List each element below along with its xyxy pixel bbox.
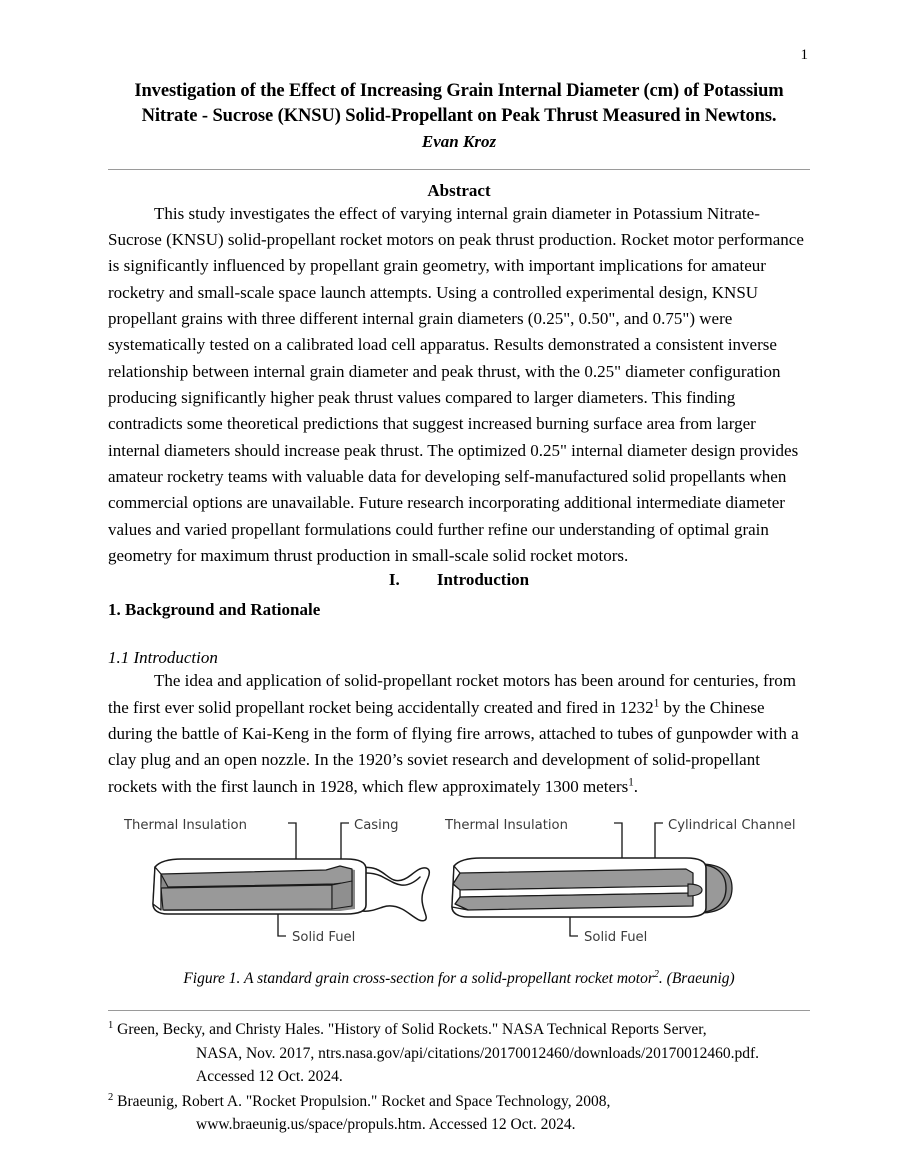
abstract-heading: Abstract — [427, 180, 491, 200]
author-name: Evan Kroz — [421, 131, 497, 151]
footnotes-section — [108, 1018, 810, 1137]
rocket-grain-cross-section-diagram — [108, 810, 810, 962]
footnote-ref-2: 1 — [628, 776, 634, 789]
page-content-column — [108, 0, 810, 1138]
label-right-solid-fuel: Solid Fuel — [584, 930, 648, 946]
footnote-item — [108, 1018, 810, 1089]
section-heading-introduction — [108, 570, 810, 590]
label-left-solid-fuel: Solid Fuel — [292, 930, 356, 946]
footnote-item — [108, 1090, 810, 1137]
intro-text-part-2: by the Chinese during the battle of Kai-Keng in the form of flying fire arrows, attached to tubes of gunpowder with a clay plug and an open nozzle. In the 1920’s soviet research and development of solid-propellant rockets with the first launch in 1928, which flew approximately 1300 meters — [108, 697, 799, 796]
intro-text-part-3: . — [633, 776, 639, 796]
right-motor-diagram — [444, 818, 795, 945]
page-number: 1 — [800, 47, 808, 63]
left-motor-diagram — [123, 818, 429, 945]
footnote-ref-1: 1 — [653, 697, 660, 710]
right-channel-nub — [688, 884, 702, 896]
page-title — [108, 79, 810, 129]
left-insulation-taper — [153, 867, 161, 910]
section-numeral: I. — [388, 570, 400, 590]
subsection-heading-background: 1. Background and Rationale — [108, 600, 321, 620]
label-right-cylindrical-channel: Cylindrical Channel — [668, 818, 796, 834]
intro-text-part-1: The idea and application of solid-propellant rocket motors has been around for centuries, from the first ever solid propellant rocket being accidentally created and fired in 1232 — [108, 671, 797, 717]
title-line-2: Nitrate - Sucrose (KNSU) Solid-Propellant on Peak Thrust Measured in Newtons. — [141, 105, 777, 126]
title-divider — [108, 169, 810, 170]
introduction-paragraph — [108, 668, 810, 800]
section-heading-label: Introduction — [436, 570, 530, 590]
label-right-thermal-insulation: Thermal Insulation — [445, 818, 568, 834]
left-fuel-end-block — [332, 881, 352, 909]
left-fuel-front-face — [161, 885, 332, 910]
abstract-body: This study investigates the effect of varying internal grain diameter in Potassium Nitrate-Sucrose (KNSU) solid-propellant rocket motors on peak thrust production. Rocket motor performance is significantly influenced by propellant grain geometry, with important implications for amateur rocketry and small-scale space launch attempts. Using a controlled experimental design, KNSU propellant grains with three different internal grain diameters (0.25", 0.50", and 0.75") were systematically tested on a calibrated load cell apparatus. Results demonstrated a consistent inverse relationship between internal grain diameter and peak thrust, with the 0.25" diameter configuration producing significantly higher peak thrust values compared to larger diameters. This finding contradicts some theoretical predictions that suggest increased burning surface area from larger internal diameters should increase peak thrust. The optimized 0.25" internal diameter design provides amateur rocketry teams with valuable data for developing self-manufactured solid propellants when commercial options are unavailable. Future research incorporating additional intermediate diameter values and varied propellant formulations could further refine our understanding of optimal grain geometry for maximum thrust production in small-scale solid rocket motors. — [108, 203, 804, 566]
footnote-line-1: Braeunig, Robert A. "Rocket Propulsion." Rocket and Space Technology, 2008, — [117, 1092, 611, 1110]
footnote-line-2: NASA, Nov. 2017, ntrs.nasa.gov/api/citations/20170012460/downloads/20170012460.pdf. — [196, 1044, 759, 1062]
figure-1 — [108, 810, 810, 962]
subsection-heading-intro: 1.1 Introduction — [108, 648, 218, 668]
title-line-1: Investigation of the Effect of Increasing Grain Internal Diameter (cm) of Potassium — [134, 81, 784, 101]
label-left-thermal-insulation: Thermal Insulation — [124, 818, 247, 834]
label-left-casing: Casing — [354, 818, 399, 834]
figure-caption — [108, 970, 810, 988]
footnote-line-3: Accessed 12 Oct. 2024. — [196, 1068, 343, 1086]
footnote-divider — [108, 1010, 810, 1011]
footnote-line-2: www.braeunig.us/space/propuls.htm. Accessed 12 Oct. 2024. — [196, 1116, 576, 1134]
footnote-marker: 2 — [108, 1091, 114, 1103]
figure-caption-part-2: . (Braeunig) — [658, 970, 735, 988]
figure-caption-footnote-ref: 2 — [653, 968, 659, 980]
figure-caption-part-1: Figure 1. A standard grain cross-section for a solid-propellant rocket motor — [183, 970, 654, 988]
footnote-line-1: Green, Becky, and Christy Hales. "History of Solid Rockets." NASA Technical Reports Server, — [117, 1021, 707, 1039]
footnote-marker: 1 — [108, 1019, 114, 1031]
title-block — [108, 79, 810, 152]
